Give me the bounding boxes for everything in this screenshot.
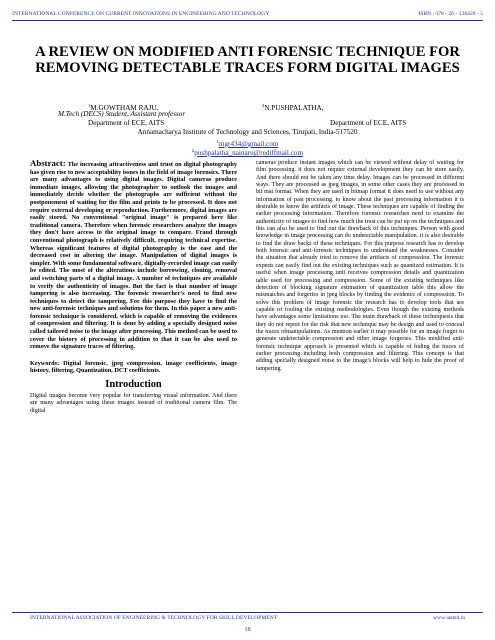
abstract-text: The increasing attractiveness and trust on digital photography has given rise to new acceptability issues in the field of image forensics. There are many advantages to using digital images. Digital cameras produce immediate images, allowing the photographer to outlook the images and immediately decide whether the photographs are sufficient without the postponement of waiting for the film and prints to be processed. It does not require external developing or reproduction. Furthermore, digital images are easily stored. No conventional "original image" is prepared here like traditional camera. Therefore when forensic researchers analyze the images they don't have access to the original image to compare. Fraud through conventional photograph is relatively difficult, requiring technical expertise. Whereas significant features of digital photography is the ease and the decreased cost in altering the image. Manipulation of digital images is simpler. With some fundamental software, digitally-recorded image can easily be edited. The most of the alterations include borrowing, cloning, removal and switching parts of a digital image. A number of techniques are available to verify the authenticity of images. But the fact is that number of image tampering is also increasing. The forensic researcher's need to find new techniques to detect the tampering. For this purpose they have to find the new anti-forensic techniques and solutions for them. In this paper a new anti-forensic technique is considered, which is capable of removing the evidences of compression and filtering. It is done by adding a specially designed noise called tailored noise to the image after processing. This method can be used to cover the history of processing in addition to that it can be also used to remove the signature traces of filtering. xyxy=(30,161,237,351)
conference-name: INTERNATIONAL CONFERENCE ON CURRENT INNOVATIONS IN ENGINEERING AND TECHNOLOGY xyxy=(12,11,270,17)
right-column-text: cameras produce instant images which can be viewed without delay of waiting for film processing. it does not require external development they can be store easily. And there should not be taken any time delay. Images can be processed in different ways. They are processed as jpeg images, in some other cases they are processed in bit mat format. When they are used in bitmap format it does need to use without any information of past processing. to know about the past processing information it is desirable to know the artifacts of image. These techniques are capable of finding the earlier processing information. Therefore forensic researches need to examine the authenticity of images to find how much the trust can be put up on the techniques and this can also be used to find out the drawback of this techniques. Person with good knowledge in image processing can do undetectable manipulation. it is also desirable to find the draw backs of these techniques. For this purpose research has to develop both forensic and anti-forensic techniques to understand the weaknesses. Consider the situation that already tried to remove the artifacts of compression. The forensic experts can easily find out the existing techniques such as quantized estimation. It is useful when image processing unit receives compression details and quantization table used for processing and compression. Some of the existing techniques like detection of blocking signature estimation of quantization table this allow the mismatches and forgeries in jpeg blocks by finding the evidence of compression. To solve this problem of image forensic the research has to develop tools that are capable of fooling the existing methodologies. Even though the existing methods have advantages some limitations too. The main drawback of these techniquesis that they do not report for the risk that new technique may be design and used to conceal the traces ofmanipulations. As mention earlier it may possible for an image forger to generate undetectable compression and other image forgeries. This modified anti-forensic technique approach is presented which is capable of hiding the traces of earlier processing including both compression and filtering. This concept is that adding specially designed noise to the image's blocks will help to hide the proof of tampering. xyxy=(256,160,464,372)
page-number: 18 xyxy=(244,627,251,633)
isbn: ISBN : 378 - 26 - 138420 - 5 xyxy=(418,11,483,17)
left-column xyxy=(30,160,237,415)
email2-mark: 2 xyxy=(191,148,195,153)
author2-dept: Department of ECE, AITS xyxy=(330,119,407,127)
abstract-label: Abstract: xyxy=(30,158,66,168)
author1-role: M.Tech (DECS) Student, Assistant professor xyxy=(58,110,186,118)
institute: Annamacharya Institute of Technology and Sciences, Tirupati, India-517520 xyxy=(137,128,358,136)
author2-name: N.PUSHPALATHA, xyxy=(264,104,324,112)
keywords: Keywords: Digital forensic, jpeg compression, image coefficients, image history, filtering, Quantization, DCT coefficients. xyxy=(30,359,237,375)
footer-rule xyxy=(12,612,483,613)
association-name: INTERNATIONAL ASSOCIATION OF ENGINEERING & TECHNOLOGY FOR SKILL DEVELOPMENT xyxy=(30,615,278,621)
author2-name-line xyxy=(262,101,324,113)
email2-link[interactable]: pushpalatha_nainaru@rediffmail.com xyxy=(194,149,304,157)
introduction-heading: Introduction xyxy=(105,379,162,391)
abstract xyxy=(30,160,237,351)
email1-mark: 1 xyxy=(216,139,219,144)
paper-title: A REVIEW ON MODIFIED ANTI FORENSIC TECHNIQUE FOR REMOVING DETECTABLE TRACES FORM DIGITAL IMAGES xyxy=(35,44,460,77)
right-column xyxy=(256,160,464,373)
author1-mark: 1 xyxy=(88,103,91,108)
email1-link[interactable]: mgr434@gmail.com xyxy=(218,140,279,148)
email2-line xyxy=(0,146,495,158)
author2-mark: 2 xyxy=(262,103,265,108)
introduction-text: Digital images become very popular for transferring visual information. And there are many advantages using these images instead of traditional camera film. The digital xyxy=(30,393,237,414)
author1-dept: Department of ECE, AITS xyxy=(88,119,165,127)
website-link[interactable]: www.iaetsd.in xyxy=(433,615,465,621)
header-rule xyxy=(12,20,483,21)
author1-name: M.GOWTHAM RAJU, xyxy=(90,104,159,112)
